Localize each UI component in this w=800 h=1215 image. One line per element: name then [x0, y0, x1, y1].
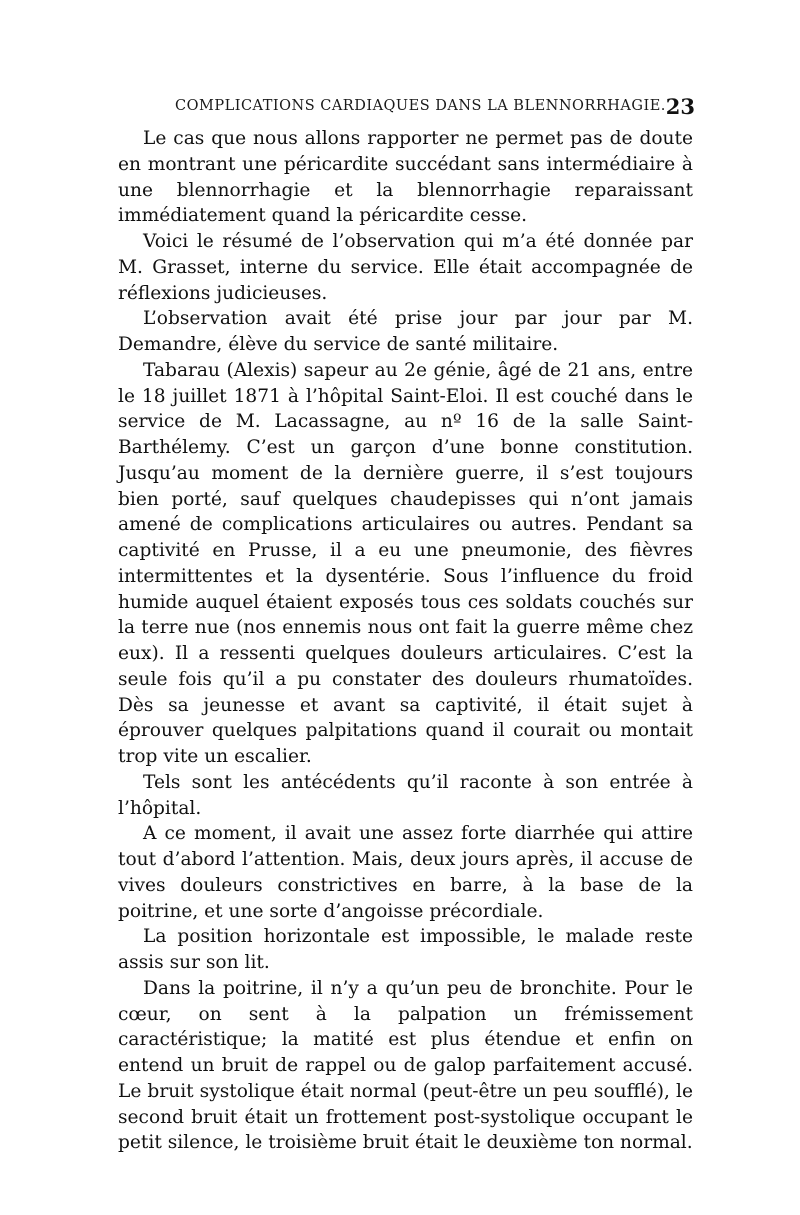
running-title: COMPLICATIONS CARDIAQUES DANS LA BLENNORRHAGIE. — [175, 98, 666, 114]
paragraph-symptoms: A ce moment, il avait une assez forte diarrhée qui attire tout d’abord l’attention. Mais, deux jours après, il accuse de vives douleurs constrictives en barre, à la base de la poitrine, et une sorte d’angoisse précordiale. — [118, 823, 693, 922]
paragraph-position: La position horizontale est impossible, le malade reste assis sur son lit. — [118, 926, 693, 973]
paragraph-observation-author: L’observation avait été prise jour par jour par M. Demandre, élève du service de santé militaire. — [118, 308, 693, 355]
paragraph-observation-summary: Voici le résumé de l’observation qui m’a été donnée par M. Grasset, interne du service. Elle était accompagnée de réflexions judicieuses. — [118, 231, 693, 304]
paragraph-case-intro: Le cas que nous allons rapporter ne permet pas de doute en montrant une péricardite succédant sans intermédiaire à une blennorrhagie et la blennorrhagie reparaissant immédiatement quand la péricardite cesse. — [118, 128, 693, 227]
running-header — [175, 94, 695, 120]
page-number: 23 — [665, 94, 695, 119]
paragraph-antecedents: Tels sont les antécédents qu’il raconte à son entrée à l’hôpital. — [118, 771, 693, 819]
body-text — [118, 126, 693, 1156]
paragraph-examination: Dans la poitrine, il n’y a qu’un peu de bronchite. Pour le cœur, on sent à la palpation un frémissement caractéristique; la matité est plus étendue et enfin on entend un bruit de rappel ou de galop parfaitement accusé. Le bruit systolique était normal (peut-être un peu soufflé), le second bruit était un frottement post-systolique occupant le petit silence, le troisième bruit était le deuxième ton normal. — [118, 977, 693, 1154]
paragraph-patient-history: Tabarau (Alexis) sapeur au 2e génie, âgé de 21 ans, entre le 18 juillet 1871 à l’hôpital Saint-Eloi. Il est couché dans le service de M. Lacassagne, au nº 16 de la salle Saint-Barthélemy. C’est un garçon d’une bonne constitution. Jusqu’au moment de la dernière guerre, il s’est toujours bien porté, sauf quelques chaudepisses qui n’ont jamais amené de complications articulaires ou autres. Pendant sa captivité en Prusse, il a eu une pneumonie, des fièvres intermittentes et la dysentérie. Sous l’influence du froid humide auquel étaient exposés tous ces soldats couchés sur la terre nue (nos ennemis nous ont fait la guerre même chez eux). Il a ressenti quelques douleurs articulaires. C’est la seule fois qu’il a pu constater des douleurs rhumatoïdes. Dès sa jeunesse et avant sa captivité, il était sujet à éprouver quelques palpitations quand il courait ou montait trop vite un escalier. — [118, 359, 693, 767]
